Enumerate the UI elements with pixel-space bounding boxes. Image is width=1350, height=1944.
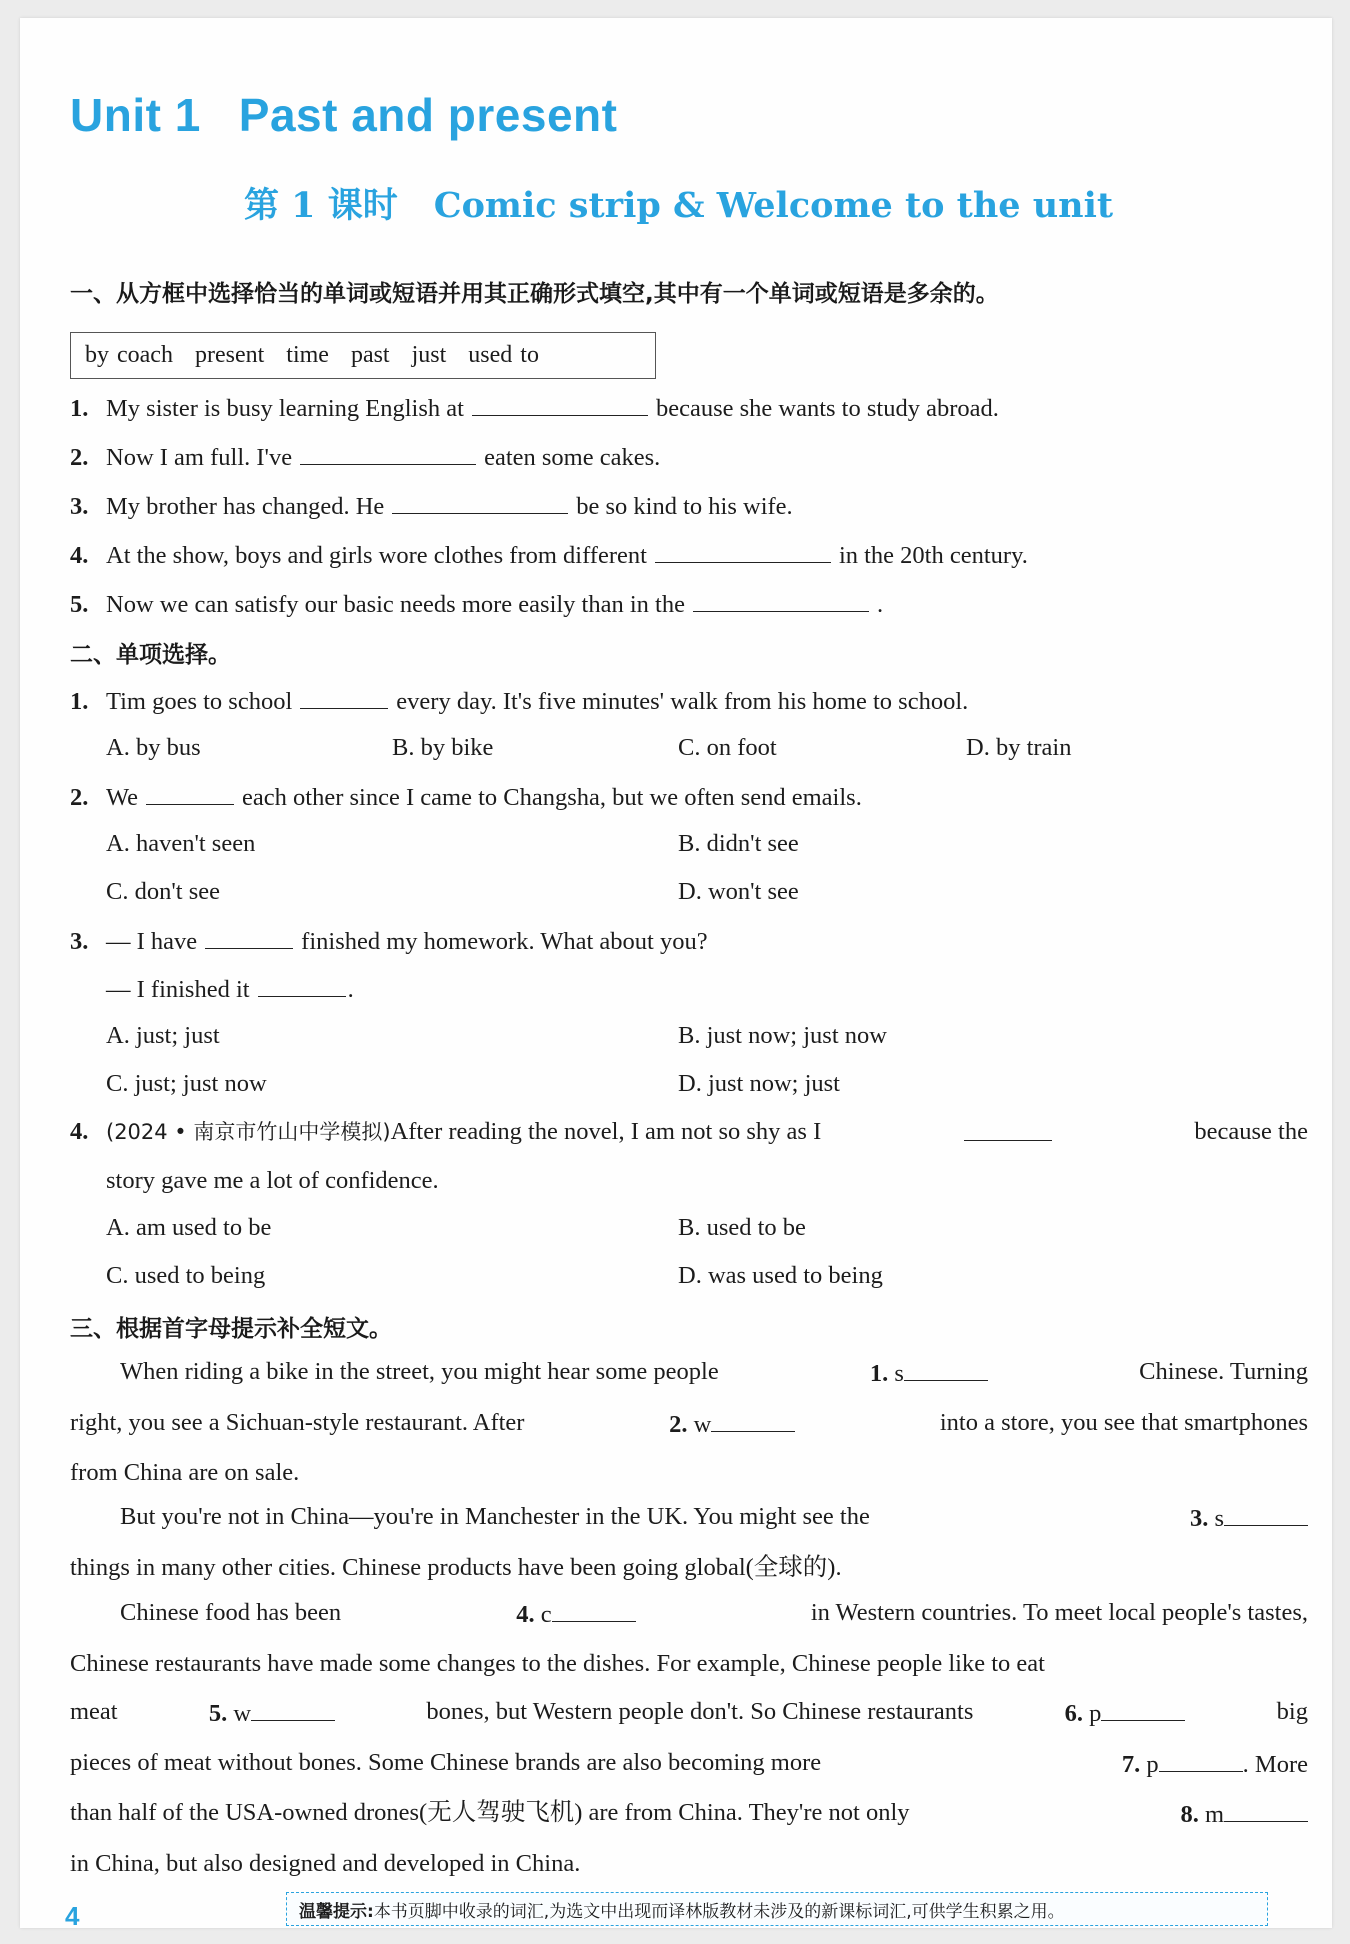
lesson-title: [244, 178, 1113, 228]
option-b[interactable]: B. didn't see: [678, 830, 799, 857]
section1-heading: 一、从方框中选择恰当的单词或短语并用其正确形式填空,其中有一个单词或短语是多余的。: [70, 281, 999, 307]
option-b[interactable]: B. used to be: [678, 1214, 806, 1241]
answer-blank[interactable]: [693, 591, 869, 612]
answer-blank[interactable]: [904, 1360, 988, 1381]
s1-item-1: 1. My sister is busy learning English at because she wants to study abroad.: [70, 395, 999, 422]
worksheet-page: [20, 18, 1332, 1931]
option-a[interactable]: A. just; just: [106, 1022, 220, 1049]
unit-name: Past and present: [238, 89, 618, 141]
question-source: (2024 • 南京市竹山中学模拟): [106, 1120, 391, 1144]
word-item: present: [194, 342, 265, 368]
answer-blank[interactable]: [711, 1411, 795, 1432]
answer-blank[interactable]: [392, 493, 568, 514]
lesson-label: 第 1 课时: [244, 185, 398, 226]
s1-item-5: 5. Now we can satisfy our basic needs more easily than in the .: [70, 591, 884, 618]
option-b[interactable]: B. just now; just now: [678, 1022, 887, 1049]
option-b[interactable]: B. by bike: [392, 734, 494, 761]
answer-blank[interactable]: [258, 976, 346, 997]
word-item: past: [350, 342, 390, 368]
answer-blank[interactable]: [964, 1120, 1052, 1141]
s1-item-3: 3. My brother has changed. He be so kind to his wife.: [70, 493, 793, 520]
option-a[interactable]: A. haven't seen: [106, 830, 256, 857]
passage-paragraph-1: When riding a bike in the street, you might hear some people 1. s Chinese. Turning right, you see a Sichuan-style restaurant. After 2. w into a store, you see that smartphones from China are on sale.: [70, 1358, 1308, 1486]
tip-label: 温馨提示:: [299, 1901, 374, 1922]
word-item: by coach: [85, 342, 173, 368]
footer-tip: [286, 1892, 1268, 1926]
answer-blank[interactable]: [1101, 1700, 1185, 1721]
word-item: used to: [468, 342, 539, 368]
option-d[interactable]: D. just now; just: [678, 1070, 840, 1097]
unit-title: [70, 88, 617, 142]
passage-paragraph-2: But you're not in China—you're in Manchester in the UK. You might see the 3. s things in many other cities. Chinese products have been going global(全球的).: [70, 1505, 1308, 1580]
option-c[interactable]: C. don't see: [106, 878, 220, 905]
word-item: just: [411, 342, 447, 368]
section3-heading: 三、根据首字母提示补全短文。: [70, 1316, 392, 1342]
passage-paragraph-3: Chinese food has been 4. c in Western countries. To meet local people's tastes, Chinese restaurants have made some changes to the dishes. For example, Chinese people like to eat meat 5. w bones, but Western people don't. So Chinese restaurants 6. p big pieces of meat without bones. Some Chinese brands are also becoming more 7. p . More than half of the USA-owned drones(无人驾驶飞机) are from China. They're not only 8. m in China, but also designed and developed in China.: [70, 1599, 1308, 1877]
word-box: [70, 332, 656, 379]
option-c[interactable]: C. on foot: [678, 734, 777, 761]
s2-q2: 2. We each other since I came to Changsha, but we often send emails.: [70, 784, 862, 811]
option-a[interactable]: A. am used to be: [106, 1214, 272, 1241]
option-d[interactable]: D. won't see: [678, 878, 799, 905]
s2-q1: 1. Tim goes to school every day. It's five minutes' walk from his home to school.: [70, 688, 969, 715]
answer-blank[interactable]: [251, 1700, 335, 1721]
lesson-name: Comic strip & Welcome to the unit: [433, 185, 1114, 226]
answer-blank[interactable]: [300, 688, 388, 709]
answer-blank[interactable]: [552, 1601, 636, 1622]
option-d[interactable]: D. by train: [966, 734, 1072, 761]
answer-blank[interactable]: [1224, 1801, 1308, 1822]
s1-item-4: 4. At the show, boys and girls wore clothes from different in the 20th century.: [70, 542, 1028, 569]
option-a[interactable]: A. by bus: [106, 734, 201, 761]
s2-q3-line2: — I finished it .: [106, 976, 354, 1003]
answer-blank[interactable]: [1159, 1751, 1243, 1772]
option-c[interactable]: C. used to being: [106, 1262, 266, 1289]
option-d[interactable]: D. was used to being: [678, 1262, 883, 1289]
answer-blank[interactable]: [205, 928, 293, 949]
answer-blank[interactable]: [1224, 1505, 1308, 1526]
s1-item-2: 2. Now I am full. I've eaten some cakes.: [70, 444, 661, 471]
page-number: 4: [65, 1901, 80, 1931]
answer-blank[interactable]: [472, 395, 648, 416]
tip-text: 本书页脚中收录的词汇,为选文中出现而译林版教材未涉及的新课标词汇,可供学生积累之用。: [373, 1901, 1065, 1922]
section2-heading: 二、单项选择。: [70, 642, 231, 668]
unit-label: Unit 1: [70, 89, 201, 141]
answer-blank[interactable]: [655, 542, 831, 563]
answer-blank[interactable]: [146, 784, 234, 805]
s2-q4: 4. (2024 • 南京市竹山中学模拟)After reading the novel, I am not so shy as I because the story gave me a lot of confidence.: [70, 1118, 1308, 1194]
answer-blank[interactable]: [300, 444, 476, 465]
option-c[interactable]: C. just; just now: [106, 1070, 267, 1097]
s2-q3-line1: 3. — I have finished my homework. What about you?: [70, 928, 708, 955]
word-item: time: [286, 342, 329, 368]
